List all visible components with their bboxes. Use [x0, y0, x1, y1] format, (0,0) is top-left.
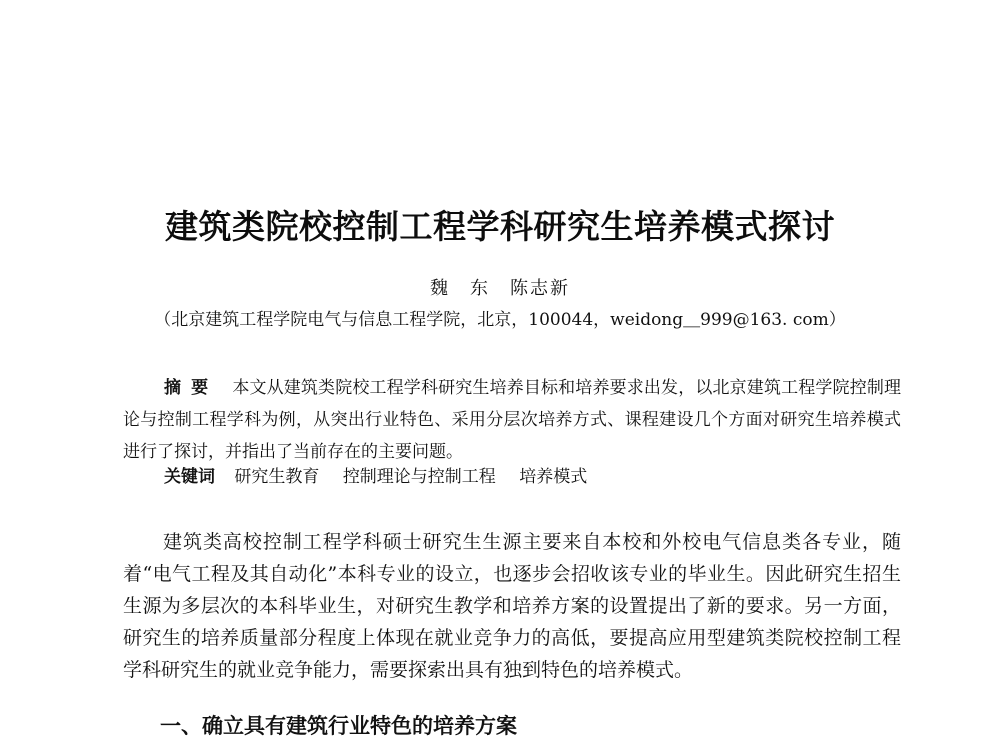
abstract-block — [123, 372, 901, 468]
keywords-line — [164, 462, 605, 487]
keyword-item: 控制理论与控制工程 — [342, 467, 496, 487]
body-paragraph: 建筑类高校控制工程学科硕士研究生生源主要来自本校和外校电气信息类各专业，随着“电气工程及其自动化”本科专业的设立，也逐步会招收该专业的毕业生。因此研究生招生生源为多层次的本科毕业生，对研究生教学和培养方案的设置提出了新的要求。另一方面，研究生的培养质量部分程度上体现在就业竞争力的高低，要提高应用型建筑类院校控制工程学科研究生的就业竞争能力，需要探索出具有独到特色的培养模式。 — [123, 531, 901, 681]
author-names: 魏 东 陈志新 — [430, 278, 570, 299]
paper-title: 建筑类院校控制工程学科研究生培养模式探讨 — [165, 207, 835, 246]
section-heading: 一、确立具有建筑行业特色的培养方案 — [160, 714, 517, 738]
author-affiliation: （北京建筑工程学院电气与信息工程学院，北京，100044，weidong＿999@163. com） — [154, 310, 846, 330]
keyword-item: 培养模式 — [519, 467, 588, 487]
keywords-label: 关键词 — [164, 467, 215, 487]
keyword-item: 研究生教育 — [234, 467, 320, 487]
abstract-text: 本文从建筑类院校工程学科研究生培养目标和培养要求出发，以北京建筑工程学院控制理论与控制工程学科为例，从突出行业特色、采用分层次培养方式、课程建设几个方面对研究生培养模式进行了探讨，并指出了当前存在的主要问题。 — [123, 378, 902, 462]
abstract-label: 摘要 — [164, 378, 219, 398]
